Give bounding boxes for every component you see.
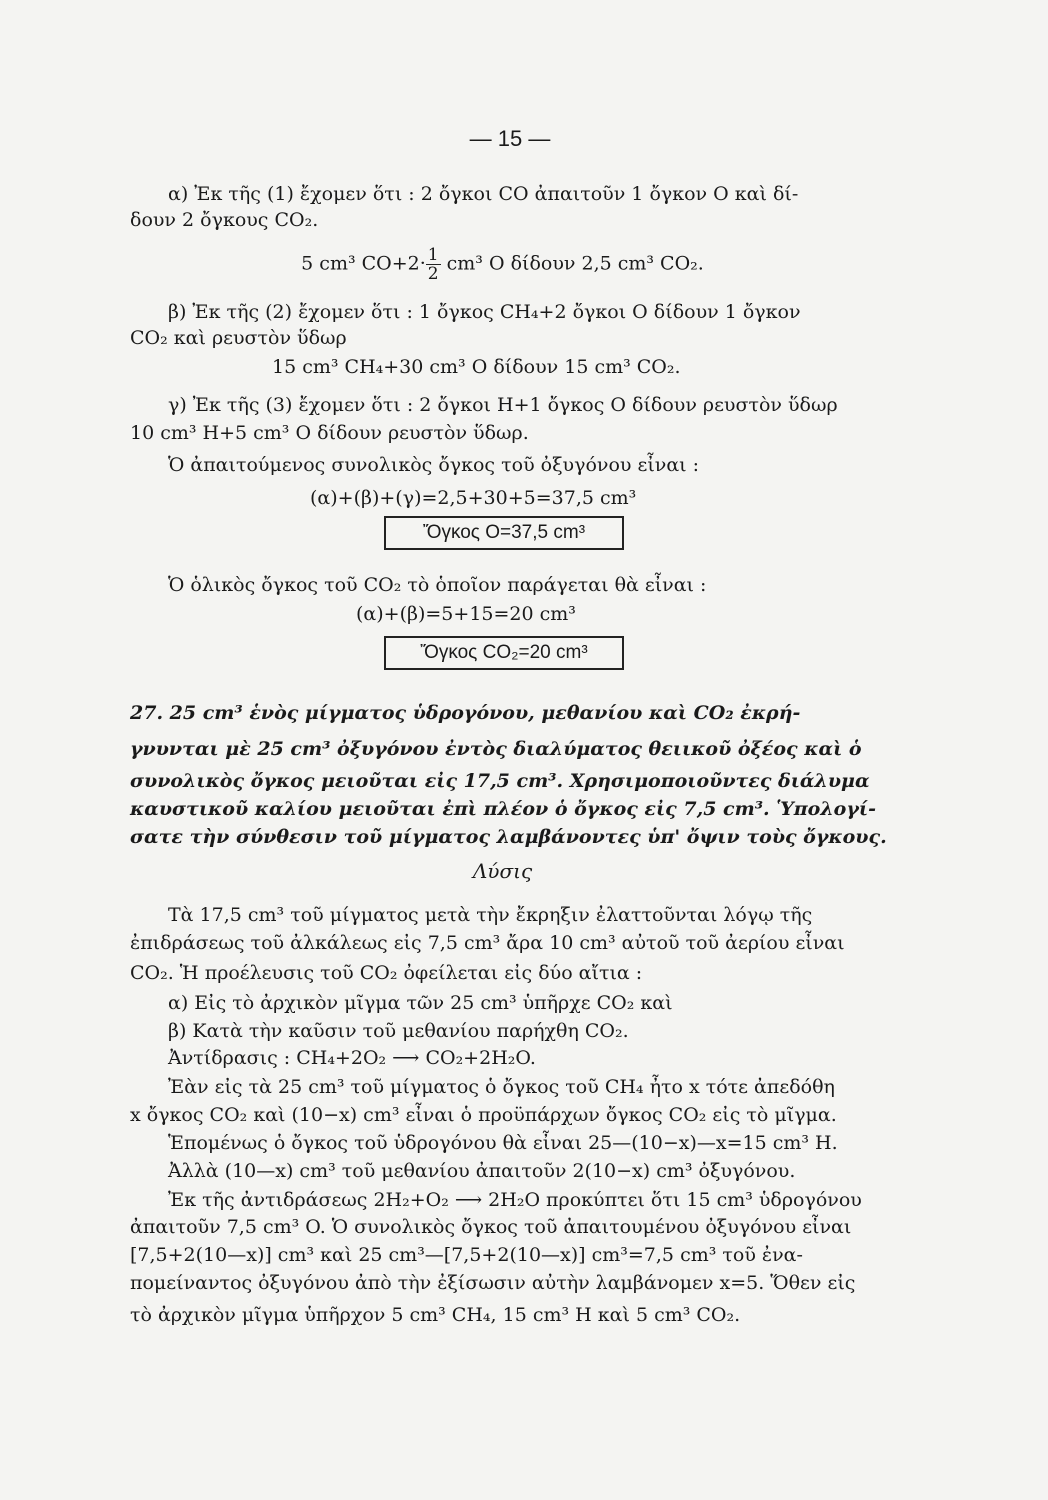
expr-a3-pre: 5 cm³ CO+2·	[301, 252, 426, 275]
solution-line-6: Ἀντίδρασις : CH₄+2O₂ ⟶ CO₂+2H₂O.	[168, 1047, 536, 1069]
solution-line-9: Ἑπομένως ὁ ὄγκος τοῦ ὑδρογόνου θὰ εἶναι 25—(10−x)—x=15 cm³ H.	[168, 1132, 838, 1154]
line-c1: γ) Ἐκ τῆς (3) ἔχομεν ὅτι : 2 ὄγκοι H+1 ὄγκος O δίδουν ρευστὸν ὕδωρ	[168, 394, 838, 416]
problem-line-4: καυστικοῦ καλίου μειοῦται ἐπὶ πλέον ὁ ὄγκος εἰς 7,5 cm³. Ὑπολογί-	[130, 798, 876, 820]
problem-line-2: γνυνται μὲ 25 cm³ ὀξυγόνου ἐντὸς διαλύματος θειικοῦ ὀξέος καὶ ὁ	[130, 738, 862, 760]
solution-line-8: x ὄγκος CO₂ καὶ (10−x) cm³ εἶναι ὁ προϋπάρχων ὄγκος CO₂ εἰς τὸ μῖγμα.	[130, 1104, 837, 1126]
line-d1: Ὁ ἀπαιτούμενος συνολικὸς ὄγκος τοῦ ὀξυγόνου εἶναι :	[168, 454, 700, 476]
solution-line-15: τὸ ἀρχικὸν μῖγμα ὑπῆρχον 5 cm³ CH₄, 15 cm³ H καὶ 5 cm³ CO₂.	[130, 1304, 741, 1326]
expr-a3-post: cm³ O δίδουν 2,5 cm³ CO₂.	[440, 252, 704, 275]
solution-line-5: β) Κατὰ τὴν καῦσιν τοῦ μεθανίου παρήχθη CO₂.	[168, 1020, 629, 1042]
solution-line-13: [7,5+2(10—x)] cm³ καὶ 25 cm³—[7,5+2(10—x)] cm³=7,5 cm³ τοῦ ἐνα-	[130, 1244, 803, 1266]
line-a1: α) Ἐκ τῆς (1) ἔχομεν ὅτι : 2 ὄγκοι CO ἀπαιτοῦν 1 ὄγκον O καὶ δί-	[168, 183, 799, 205]
line-c2: 10 cm³ H+5 cm³ O δίδουν ρευστὸν ὕδωρ.	[130, 422, 529, 444]
line-b3: 15 cm³ CH₄+30 cm³ O δίδουν 15 cm³ CO₂.	[272, 356, 681, 378]
line-e1: Ὁ ὁλικὸς ὄγκος τοῦ CO₂ τὸ ὁποῖον παράγεται θὰ εἶναι :	[168, 574, 707, 596]
solution-line-4: α) Εἰς τὸ ἀρχικὸν μῖγμα τῶν 25 cm³ ὑπῆρχε CO₂ καὶ	[168, 992, 673, 1014]
solution-line-7: Ἐὰν εἰς τὰ 25 cm³ τοῦ μίγματος ὁ ὄγκος τοῦ CH₄ ἦτο x τότε ἀπεδόθη	[168, 1076, 835, 1098]
line-b1: β) Ἐκ τῆς (2) ἔχομεν ὅτι : 1 ὄγκος CH₄+2 ὄγκοι O δίδουν 1 ὄγκον	[168, 301, 801, 323]
line-e2: (α)+(β)=5+15=20 cm³	[356, 603, 576, 625]
result-box-co2: Ὄγκος CO₂=20 cm³	[384, 636, 624, 670]
solution-line-14: πομείναντος ὀξυγόνου ἀπὸ τὴν ἐξίσωσιν αὐτὴν λαμβάνομεν x=5. Ὅθεν εἰς	[130, 1272, 856, 1294]
solution-line-10: Ἀλλὰ (10—x) cm³ τοῦ μεθανίου ἀπαιτοῦν 2(10−x) cm³ ὀξυγόνου.	[168, 1160, 796, 1182]
solution-line-12: ἀπαιτοῦν 7,5 cm³ O. Ὁ συνολικὸς ὄγκος τοῦ ἀπαιτουμένου ὀξυγόνου εἶναι	[130, 1216, 852, 1238]
problem-line-3: συνολικὸς ὄγκος μειοῦται εἰς 17,5 cm³. Χρησιμοποιοῦντες διάλυμα	[130, 770, 870, 792]
solution-heading: Λύσις	[472, 859, 533, 883]
solution-line-1: Τὰ 17,5 cm³ τοῦ μίγματος μετὰ τὴν ἔκρηξιν ἐλαττοῦνται λόγῳ τῆς	[168, 904, 813, 926]
problem-line-5: σατε τὴν σύνθεσιν τοῦ μίγματος λαμβάνοντες ὑπ' ὄψιν τοὺς ὄγκους.	[130, 826, 887, 848]
result-box-oxygen: Ὄγκος O=37,5 cm³	[384, 516, 624, 550]
line-d2: (α)+(β)+(γ)=2,5+30+5=37,5 cm³	[310, 487, 637, 509]
solution-line-3: CO₂. Ἡ προέλευσις τοῦ CO₂ ὀφείλεται εἰς δύο αἴτια :	[130, 962, 643, 984]
line-b2: CO₂ καὶ ρευστὸν ὕδωρ	[130, 327, 347, 349]
line-a3	[130, 246, 875, 283]
problem-line-1: 27. 25 cm³ ἑνὸς μίγματος ὑδρογόνου, μεθανίου καὶ CO₂ ἐκρή-	[130, 702, 801, 724]
line-a2: δουν 2 ὄγκους CO₂.	[130, 209, 319, 231]
page-number: — 15 —	[469, 126, 551, 151]
solution-line-2: ἐπιδράσεως τοῦ ἀλκάλεως εἰς 7,5 cm³ ἄρα 10 cm³ αὐτοῦ τοῦ ἀερίου εἶναι	[130, 932, 845, 954]
fraction-half: $\frac{1}{2}$	[427, 245, 439, 284]
solution-line-11: Ἐκ τῆς ἀντιδράσεως 2H₂+O₂ ⟶ 2H₂O προκύπτει ὅτι 15 cm³ ὑδρογόνου	[168, 1189, 862, 1211]
